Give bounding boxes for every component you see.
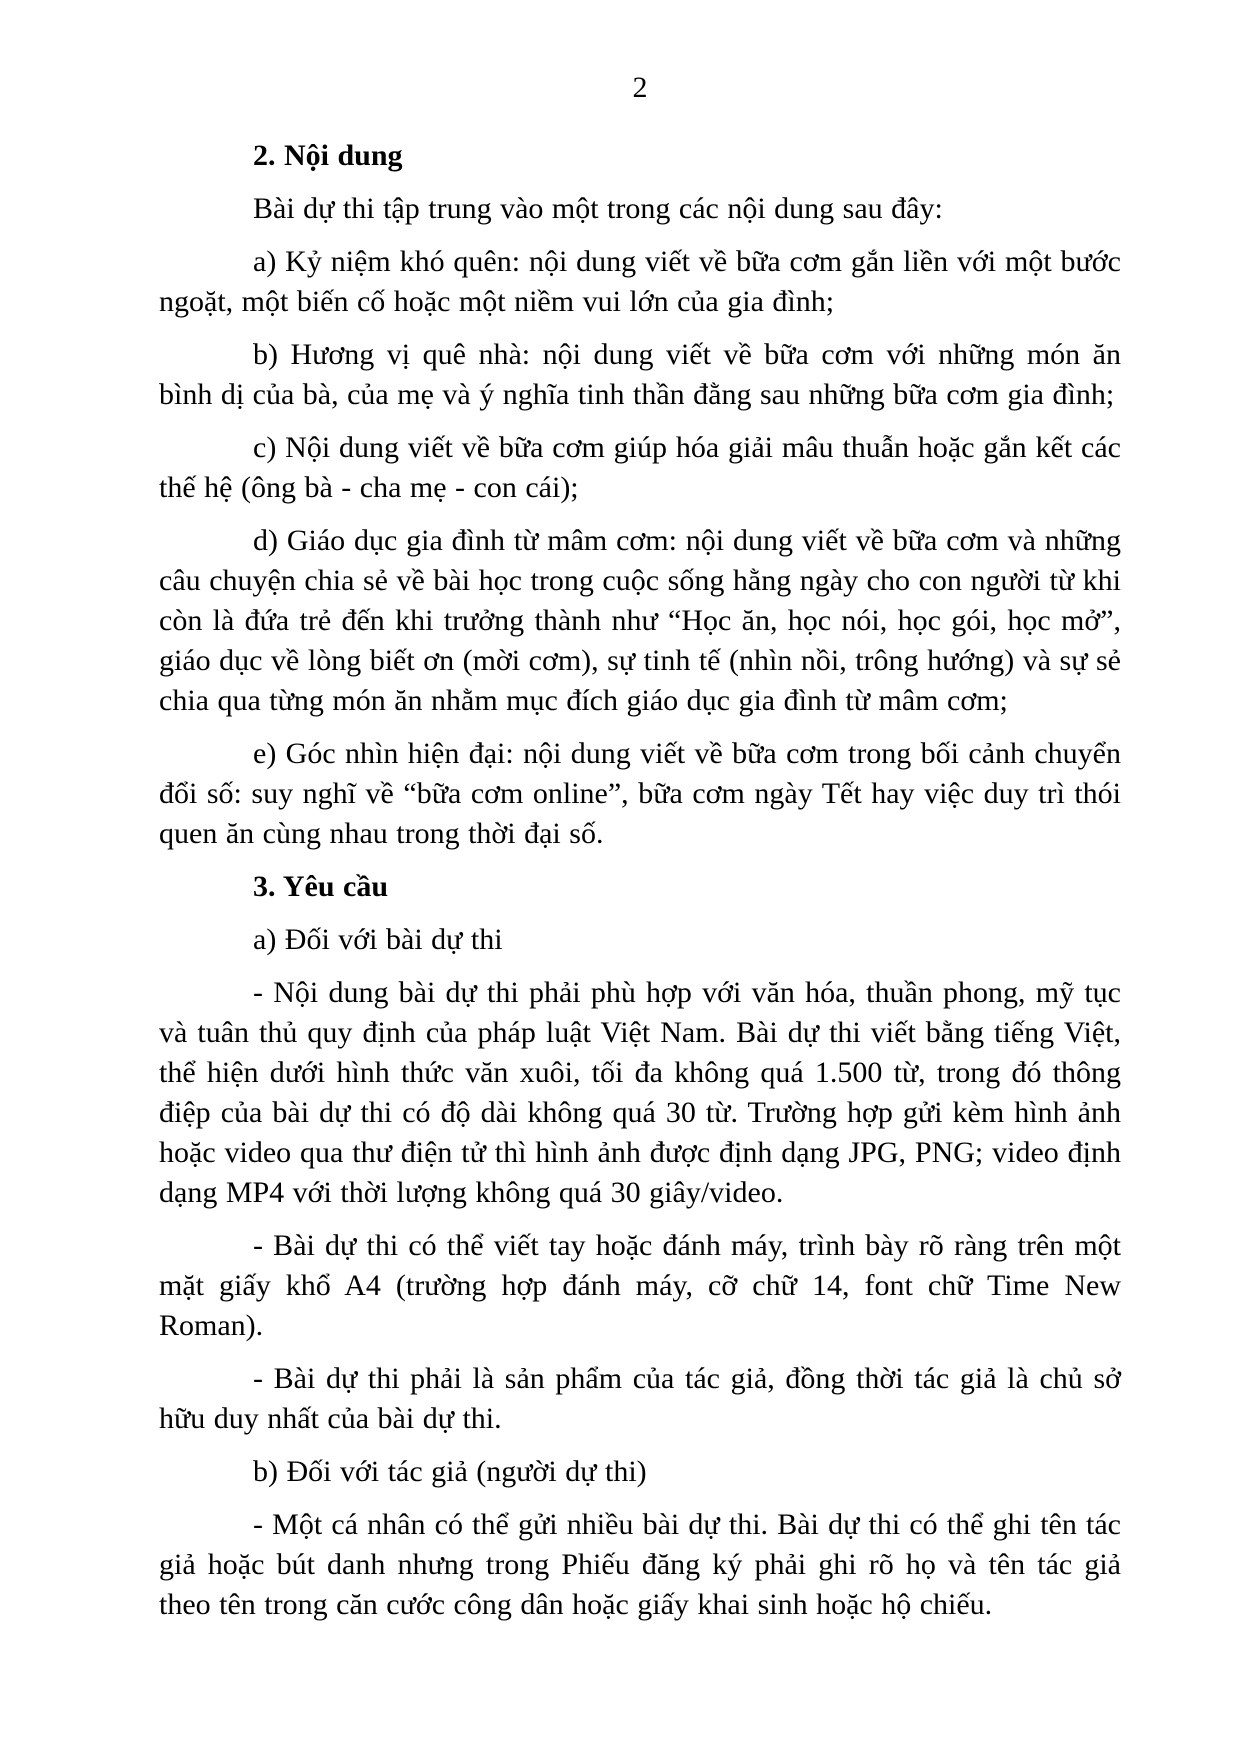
page-number: 2 [632, 71, 648, 104]
paragraph-item-b: b) Hương vị quê nhà: nội dung viết về bữa cơm với những món ăn bình dị của bà, của mẹ và ý nghĩa tinh thần đằng sau những bữa cơm gia đình; [159, 338, 1121, 411]
section-heading-noi-dung: 2. Nội dung [253, 139, 403, 172]
paragraph-item-e: e) Góc nhìn hiện đại: nội dung viết về bữa cơm trong bối cảnh chuyển đổi số: suy nghĩ về “bữa cơm online”, bữa cơm ngày Tết hay việc duy trì thói quen ăn cùng nhau trong thời đại số. [159, 737, 1121, 850]
paragraph-requirement-content: - Nội dung bài dự thi phải phù hợp với văn hóa, thuần phong, mỹ tục và tuân thủ quy định của pháp luật Việt Nam. Bài dự thi viết bằng tiếng Việt, thể hiện dưới hình thức văn xuôi, tối đa không quá 1.500 từ, trong đó thông điệp của bài dự thi có độ dài không quá 30 từ. Trường hợp gửi kèm hình ảnh hoặc video qua thư điện tử thì hình ảnh được định dạng JPG, PNG; video định dạng MP4 với thời lượng không quá 30 giây/video. [159, 976, 1121, 1209]
paragraph-requirement-format: - Bài dự thi có thể viết tay hoặc đánh máy, trình bày rõ ràng trên một mặt giấy khổ A4 (trường hợp đánh máy, cỡ chữ 14, font chữ Time New Roman). [159, 1229, 1121, 1342]
paragraph-intro: Bài dự thi tập trung vào một trong các nội dung sau đây: [253, 192, 943, 225]
section-heading-yeu-cau: 3. Yêu cầu [253, 870, 389, 903]
paragraph-requirement-a-title: a) Đối với bài dự thi [253, 923, 503, 956]
paragraph-requirement-ownership: - Bài dự thi phải là sản phẩm của tác giả, đồng thời tác giả là chủ sở hữu duy nhất của bài dự thi. [159, 1362, 1121, 1435]
paragraph-item-c: c) Nội dung viết về bữa cơm giúp hóa giải mâu thuẫn hoặc gắn kết các thế hệ (ông bà - cha mẹ - con cái); [159, 431, 1121, 504]
paragraph-requirement-b-title: b) Đối với tác giả (người dự thi) [253, 1455, 647, 1488]
paragraph-item-d: d) Giáo dục gia đình từ mâm cơm: nội dung viết về bữa cơm và những câu chuyện chia sẻ về bài học trong cuộc sống hằng ngày cho con người từ khi còn là đứa trẻ đến khi trưởng thành như “Học ăn, học nói, học gói, học mở”, giáo dục về lòng biết ơn (mời cơm), sự tinh tế (nhìn nồi, trông hướng) và sự sẻ chia qua từng món ăn nhằm mục đích giáo dục gia đình từ mâm cơm; [159, 524, 1121, 717]
paragraph-item-a: a) Kỷ niệm khó quên: nội dung viết về bữa cơm gắn liền với một bước ngoặt, một biến cố hoặc một niềm vui lớn của gia đình; [159, 245, 1121, 318]
paragraph-author-rules: - Một cá nhân có thể gửi nhiều bài dự thi. Bài dự thi có thể ghi tên tác giả hoặc bút danh nhưng trong Phiếu đăng ký phải ghi rõ họ và tên tác giả theo tên trong căn cước công dân hoặc giấy khai sinh hoặc hộ chiếu. [159, 1508, 1121, 1621]
